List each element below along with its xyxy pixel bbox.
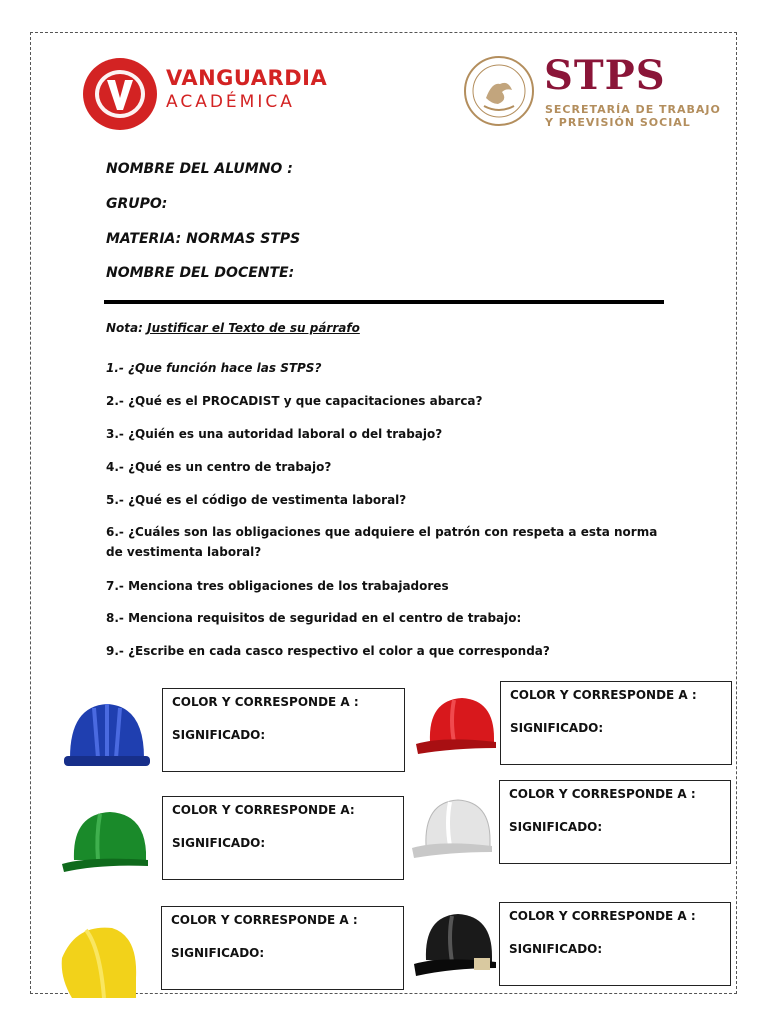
- black-helmet-icon: [412, 906, 498, 982]
- divider-rule: [104, 300, 664, 304]
- answer-box-yellow[interactable]: [161, 906, 404, 990]
- note: [106, 321, 360, 335]
- color-label: COLOR Y CORRESPONDE A :: [171, 913, 358, 927]
- color-label: COLOR Y CORRESPONDE A :: [510, 688, 697, 702]
- answer-box-blue[interactable]: [162, 688, 405, 772]
- color-label: COLOR Y CORRESPONDE A :: [172, 695, 359, 709]
- question-5: 5.- ¿Qué es el código de vestimenta laboral?: [106, 493, 407, 507]
- meaning-label: SIGNIFICADO:: [510, 721, 604, 735]
- vanguardia-name: VANGUARDIA: [166, 66, 328, 90]
- question-8: 8.- Menciona requisitos de seguridad en el centro de trabajo:: [106, 611, 522, 625]
- meaning-label: SIGNIFICADO:: [171, 946, 265, 960]
- color-label: COLOR Y CORRESPONDE A:: [172, 803, 355, 817]
- red-helmet-icon: [414, 694, 498, 758]
- stps-subtitle-1: SECRETARÍA DE TRABAJO: [545, 103, 721, 116]
- question-4: 4.- ¿Qué es un centro de trabajo?: [106, 460, 332, 474]
- answer-box-green[interactable]: [162, 796, 404, 880]
- meaning-label: SIGNIFICADO:: [172, 836, 266, 850]
- question-2: 2.- ¿Qué es el PROCADIST y que capacitaciones abarca?: [106, 394, 483, 408]
- color-label: COLOR Y CORRESPONDE A :: [509, 787, 696, 801]
- question-9: 9.- ¿Escribe en cada casco respectivo el color a que corresponda?: [106, 644, 550, 658]
- stps-logo: [462, 52, 722, 132]
- meaning-label: SIGNIFICADO:: [172, 728, 266, 742]
- question-7: 7.- Menciona tres obligaciones de los trabajadores: [106, 579, 449, 593]
- color-label: COLOR Y CORRESPONDE A :: [509, 909, 696, 923]
- blue-helmet-icon: [62, 696, 152, 776]
- note-label: Nota:: [106, 321, 143, 335]
- question-3: 3.- ¿Quién es una autoridad laboral o del trabajo?: [106, 427, 443, 441]
- note-text: Justificar el Texto de su párrafo: [147, 321, 360, 335]
- green-helmet-icon: [60, 806, 152, 878]
- yellow-helmet-icon: [56, 918, 142, 998]
- teacher-field: NOMBRE DEL DOCENTE:: [106, 265, 295, 281]
- answer-box-white[interactable]: [499, 780, 731, 864]
- vanguardia-emblem-icon: [82, 56, 162, 132]
- group-field: GRUPO:: [106, 196, 168, 212]
- meaning-label: SIGNIFICADO:: [509, 820, 603, 834]
- question-1: 1.- ¿Que función hace las STPS?: [106, 361, 322, 375]
- white-helmet-icon: [410, 796, 494, 864]
- vanguardia-subname: ACADÉMICA: [166, 92, 295, 112]
- stps-subtitle-2: Y PREVISIÓN SOCIAL: [545, 116, 691, 129]
- meaning-label: SIGNIFICADO:: [509, 942, 603, 956]
- answer-box-black[interactable]: [499, 902, 731, 986]
- vanguardia-logo: [82, 56, 328, 132]
- answer-box-red[interactable]: [500, 681, 732, 765]
- mexico-seal-icon: [462, 54, 536, 128]
- student-name-field: NOMBRE DEL ALUMNO :: [106, 161, 293, 177]
- question-6: 6.- ¿Cuáles son las obligaciones que adquiere el patrón con respeta a esta norma de vestimenta laboral?: [106, 525, 658, 559]
- subject-field: MATERIA: NORMAS STPS: [106, 231, 301, 247]
- stps-title: STPS: [544, 52, 666, 99]
